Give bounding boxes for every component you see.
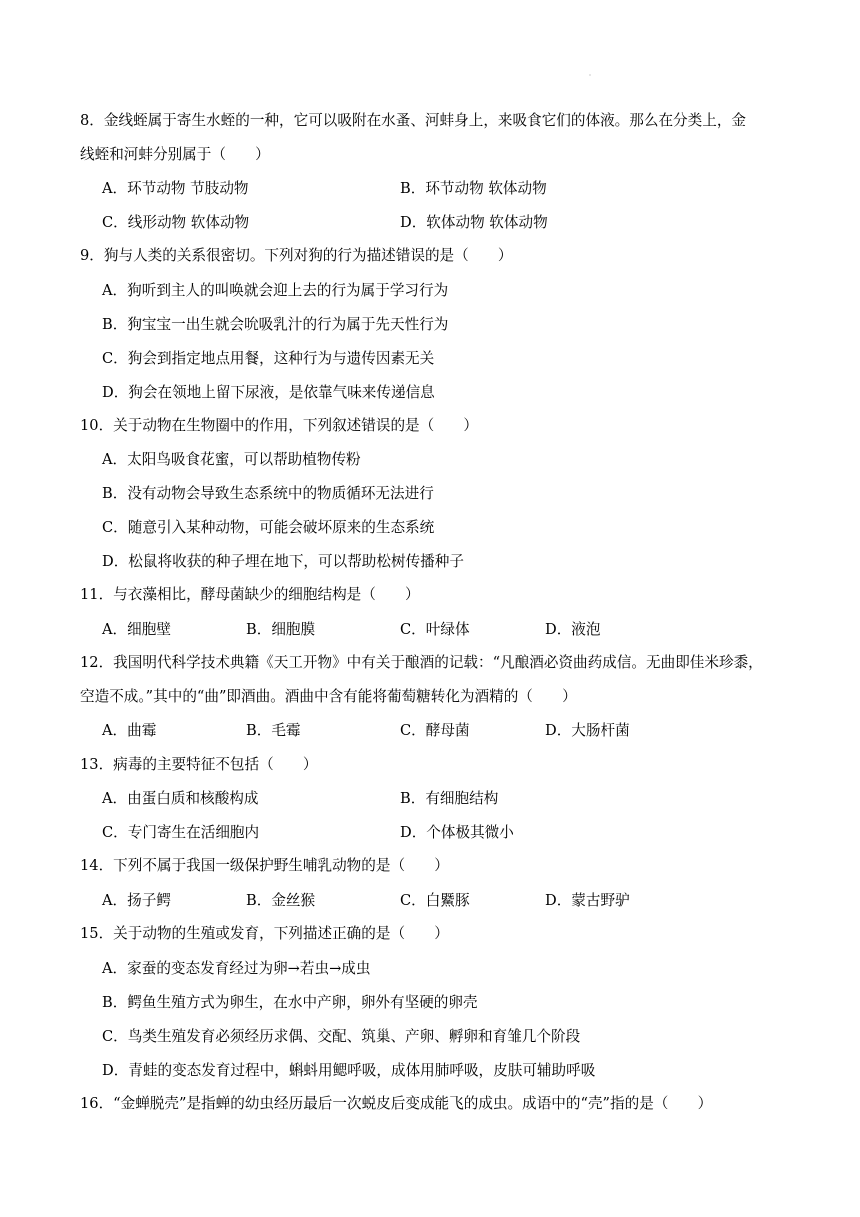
scan-speck <box>589 74 591 76</box>
question-9-option-d: D．狗会在领地上留下尿液，是依靠气味来传递信息 <box>102 384 435 401</box>
question-8-option-d: D．软体动物 软体动物 <box>400 214 548 231</box>
question-9-option-c: C．狗会到指定地点用餐，这种行为与遗传因素无关 <box>102 350 435 367</box>
question-10-option-b: B．没有动物会导致生态系统中的物质循环无法进行 <box>102 485 434 502</box>
question-9-option-b: B．狗宝宝一出生就会吮吸乳汁的行为属于先天性行为 <box>102 316 449 333</box>
question-14-option-d: D．蒙古野驴 <box>545 892 630 909</box>
question-16-stem: 16．“金蝉脱壳”是指蝉的幼虫经历最后一次蜕皮后变成能飞的成虫。成语中的“壳”指的是（ ） <box>80 1095 713 1112</box>
question-15-option-b: B．鳄鱼生殖方式为卵生，在水中产卵，卵外有坚硬的卵壳 <box>102 994 478 1011</box>
question-8-option-c: C．线形动物 软体动物 <box>102 214 250 231</box>
question-12-stem-line1: 12．我国明代科学技术典籍《天工开物》中有关于酿酒的记载：“凡酿酒必资曲药成信。无曲即佳米珍黍， <box>80 654 763 671</box>
question-9-option-a: A．狗听到主人的叫唤就会迎上去的行为属于学习行为 <box>102 282 449 299</box>
question-13-option-c: C．专门寄生在活细胞内 <box>102 824 260 841</box>
question-10-option-a: A．太阳鸟吸食花蜜，可以帮助植物传粉 <box>102 451 361 468</box>
question-8-option-a: A．环节动物 节肢动物 <box>102 180 249 197</box>
question-12-stem-line2: 空造不成。”其中的“曲”即酒曲。酒曲中含有能将葡萄糖转化为酒精的（ ） <box>80 688 577 705</box>
question-8-stem-line1: 8．金线蛭属于寄生水蛭的一种，它可以吸附在水蚤、河蚌身上，来吸食它们的体液。那么在分类上，金 <box>80 112 747 129</box>
question-8-stem-line2: 线蛭和河蚌分别属于（ ） <box>80 146 270 163</box>
question-13-stem: 13．病毒的主要特征不包括（ ） <box>80 756 318 773</box>
question-14-stem: 14．下列不属于我国一级保护野生哺乳动物的是（ ） <box>80 857 449 874</box>
question-11-option-b: B．细胞膜 <box>246 621 316 638</box>
question-12-option-d: D．大肠杆菌 <box>545 722 630 739</box>
question-11-stem: 11．与衣藻相比，酵母菌缺少的细胞结构是（ ） <box>80 586 420 603</box>
question-13-option-b: B．有细胞结构 <box>400 790 499 807</box>
question-10-option-c: C．随意引入某种动物，可能会破坏原来的生态系统 <box>102 519 435 536</box>
question-15-stem: 15．关于动物的生殖或发育，下列描述正确的是（ ） <box>80 925 449 942</box>
question-13-option-d: D．个体极其微小 <box>400 824 514 841</box>
question-12-option-a: A．曲霉 <box>102 722 157 739</box>
question-14-option-c: C．白鱀豚 <box>400 892 470 909</box>
question-9-stem: 9．狗与人类的关系很密切。下列对狗的行为描述错误的是（ ） <box>80 247 513 264</box>
question-15-option-d: D．青蛙的变态发育过程中，蝌蚪用鳃呼吸，成体用肺呼吸，皮肤可辅助呼吸 <box>102 1062 596 1079</box>
question-10-option-d: D．松鼠将收获的种子埋在地下，可以帮助松树传播种子 <box>102 553 464 570</box>
question-14-option-b: B．金丝猴 <box>246 892 316 909</box>
question-11-option-d: D．液泡 <box>545 621 601 638</box>
question-15-option-c: C．鸟类生殖发育必须经历求偶、交配、筑巢、产卵、孵卵和育雏几个阶段 <box>102 1028 581 1045</box>
question-11-option-a: A．细胞壁 <box>102 621 171 638</box>
question-10-stem: 10．关于动物在生物圈中的作用，下列叙述错误的是（ ） <box>80 417 479 434</box>
question-12-option-b: B．毛霉 <box>246 722 301 739</box>
question-8-option-b: B．环节动物 软体动物 <box>400 180 547 197</box>
question-13-option-a: A．由蛋白质和核酸构成 <box>102 790 259 807</box>
question-11-option-c: C．叶绿体 <box>400 621 470 638</box>
question-14-option-a: A．扬子鳄 <box>102 892 171 909</box>
question-15-option-a: A．家蚕的变态发育经过为卵→若虫→成虫 <box>102 960 371 977</box>
question-12-option-c: C．酵母菌 <box>400 722 470 739</box>
